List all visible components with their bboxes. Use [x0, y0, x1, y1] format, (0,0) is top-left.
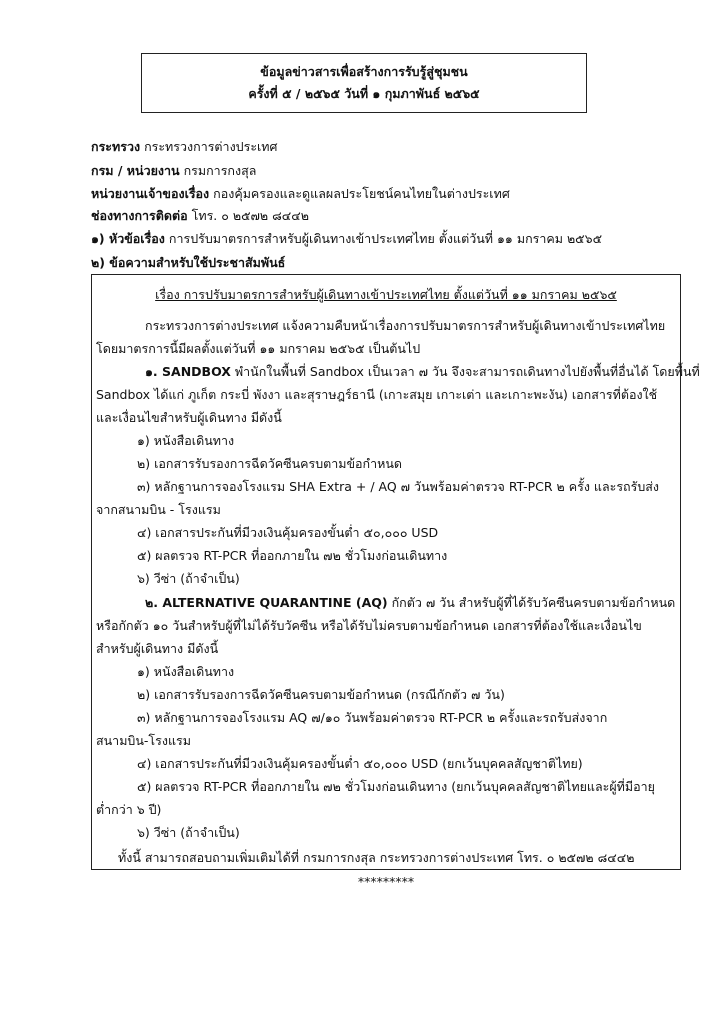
message-label: ๒) ข้อความสำหรับใช้ประชาสัมพันธ์ — [91, 255, 286, 270]
section-1-line-1 — [145, 365, 700, 379]
department-value: กรมการกงสุล — [183, 163, 257, 178]
section-2-item-2: ๒) เอกสารรับรองการฉีดวัคซีนครบตามข้อกำหนด (กรณีกักตัว ๗ วัน) — [137, 687, 505, 702]
owner-label: หน่วยงานเจ้าของเรื่อง — [91, 186, 210, 201]
section-2-item-6: ๖) วีซ่า (ถ้าจำเป็น) — [137, 825, 240, 840]
intro-line-2: โดยมาตรการนี้มีผลตั้งแต่วันที่ ๑๑ มกราคม ๒๕๖๕ เป็นต้นไป — [96, 341, 421, 356]
section-1-item-6: ๖) วีซ่า (ถ้าจำเป็น) — [137, 571, 240, 586]
section-2-heading: ๒. ALTERNATIVE QUARANTINE (AQ) — [145, 595, 388, 610]
section-1-item-3: ๓) หลักฐานการจองโรงแรม SHA Extra + / AQ ๗ วันพร้อมค่าตรวจ RT-PCR ๒ ครั้ง และรถรับส่ง — [137, 479, 660, 494]
section-1-heading: ๑. SANDBOX — [145, 364, 231, 379]
section-2-item-4: ๔) เอกสารประกันที่มีวงเงินคุ้มครองขั้นต่ำ ๕๐,๐๐๐ USD (ยกเว้นบุคคลสัญชาติไทย) — [137, 756, 583, 771]
section-1-item-2: ๒) เอกสารรับรองการฉีดวัคซีนครบตามข้อกำหนด — [137, 456, 403, 471]
section-1-item-5: ๕) ผลตรวจ RT-PCR ที่ออกภายใน ๗๒ ชั่วโมงก่อนเดินทาง — [137, 548, 448, 563]
department-line — [91, 164, 256, 178]
section-1-item-3-cont: จากสนามบิน - โรงแรม — [96, 502, 221, 517]
section-2-line-2: หรือกักตัว ๑๐ วันสำหรับผู้ที่ไม่ได้รับวัคซีน หรือได้รับไม่ครบตามข้อกำหนด เอกสารที่ต้องใช้และเงื่อนไข — [96, 618, 642, 633]
closing-note: ทั้งนี้ สามารถสอบถามเพิ่มเติมได้ที่ กรมการกงสุล กระทรวงการต่างประเทศ โทร. ๐ ๒๕๗๒ ๘๔๔๒ — [118, 850, 635, 865]
topic-label: ๑) หัวข้อเรื่อง — [91, 231, 165, 246]
section-1-line-2: Sandbox ได้แก่ ภูเก็ต กระบี่ พังงา และสุราษฎร์ธานี (เกาะสมุย เกาะเต่า และเกาะพะงัน) เอกสารที่ต้องใช้ — [96, 387, 658, 402]
header-box — [141, 53, 587, 113]
contact-line — [91, 209, 309, 223]
message-title: เรื่อง การปรับมาตรการสำหรับผู้เดินทางเข้าประเทศไทย ตั้งแต่วันที่ ๑๑ มกราคม ๒๕๖๕ — [155, 287, 617, 302]
contact-value: โทร. ๐ ๒๕๗๒ ๘๔๔๒ — [191, 208, 309, 223]
owner-line — [91, 187, 510, 201]
section-2-item-3: ๓) หลักฐานการจองโรงแรม AQ ๗/๑๐ วันพร้อมค่าตรวจ RT-PCR ๒ ครั้งและรถรับส่งจาก — [137, 710, 608, 725]
header-issue-date: ครั้งที่ ๕ / ๒๕๖๕ วันที่ ๑ กุมภาพันธ์ ๒๕๖๕ — [248, 86, 480, 101]
topic-line — [91, 232, 602, 246]
contact-label: ช่องทางการติดต่อ — [91, 208, 188, 223]
section-1-line-3: และเงื่อนไขสำหรับผู้เดินทาง มีดังนี้ — [96, 410, 282, 425]
ministry-value: กระทรวงการต่างประเทศ — [144, 139, 278, 154]
section-2-text: กักตัว ๗ วัน สำหรับผู้ที่ได้รับวัคซีนครบตามข้อกำหนด — [391, 595, 676, 610]
section-2-item-1: ๑) หนังสือเดินทาง — [137, 664, 235, 679]
owner-value: กองคุ้มครองและดูแลผลประโยชน์คนไทยในต่างประเทศ — [213, 186, 510, 201]
section-1-text: พำนักในพื้นที่ Sandbox เป็นเวลา ๗ วัน จึงจะสามารถเดินทางไปยังพื้นที่อื่นได้ โดยพื้นที่ — [234, 364, 700, 379]
section-2-item-3-cont: สนามบิน-โรงแรม — [96, 733, 191, 748]
intro-line-1: กระทรวงการต่างประเทศ แจ้งความคืบหน้าเรื่องการปรับมาตรการสำหรับผู้เดินทางเข้าประเทศไทย — [145, 318, 666, 333]
topic-value: การปรับมาตรการสำหรับผู้เดินทางเข้าประเทศไทย ตั้งแต่วันที่ ๑๑ มกราคม ๒๕๖๕ — [168, 231, 603, 246]
section-2-item-5: ๕) ผลตรวจ RT-PCR ที่ออกภายใน ๗๒ ชั่วโมงก่อนเดินทาง (ยกเว้นบุคคลสัญชาติไทยและผู้ที่มีอายุ — [137, 779, 655, 794]
section-1-item-4: ๔) เอกสารประกันที่มีวงเงินคุ้มครองขั้นต่ำ ๕๐,๐๐๐ USD — [137, 525, 439, 540]
section-2-item-5-cont: ต่ำกว่า ๖ ปี) — [96, 802, 162, 817]
end-mark: ********* — [357, 874, 415, 889]
section-2-line-3: สำหรับผู้เดินทาง มีดังนี้ — [96, 641, 219, 656]
header-title: ข้อมูลข่าวสารเพื่อสร้างการรับรู้สู่ชุมชน — [260, 64, 468, 79]
ministry-line — [91, 140, 278, 154]
department-label: กรม / หน่วยงาน — [91, 163, 180, 178]
section-2-line-1 — [145, 596, 675, 610]
ministry-label: กระทรวง — [91, 139, 141, 154]
section-1-item-1: ๑) หนังสือเดินทาง — [137, 433, 235, 448]
